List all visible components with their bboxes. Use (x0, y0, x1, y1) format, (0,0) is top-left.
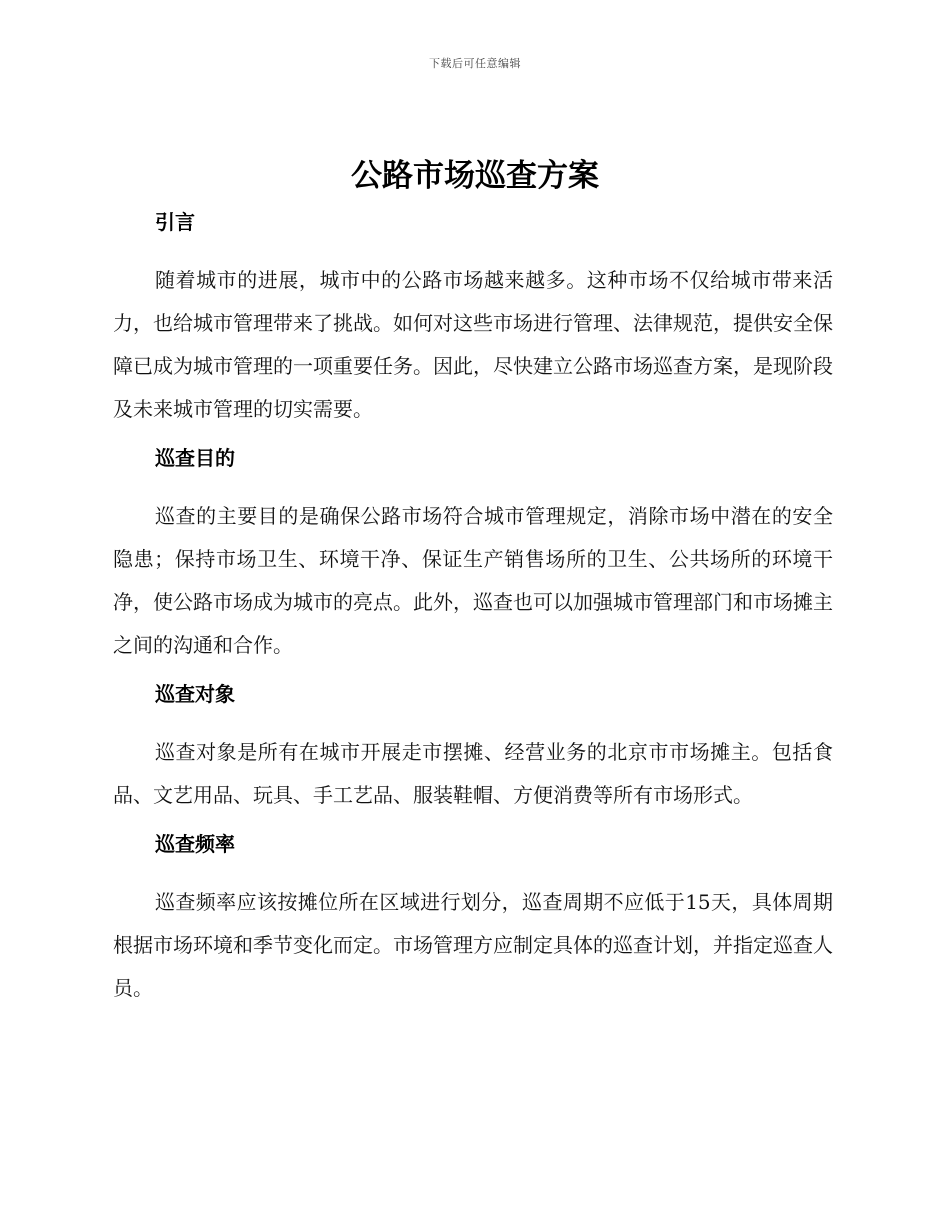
section-paragraph: 巡查的主要目的是确保公路市场符合城市管理规定，消除市场中潜在的安全隐患；保持市场卫生、环境干净、保证生产销售场所的卫生、公共场所的环境干净，使公路市场成为城市的亮点。此外，巡查也可以加强城市管理部门和市场摊主之间的沟通和合作。 (113, 504, 833, 657)
section-introduction (113, 205, 833, 441)
section-heading: 巡查对象 (155, 682, 235, 706)
section-paragraph: 巡查对象是所有在城市开展走市摆摊、经营业务的北京市市场摊主。包括食品、文艺用品、玩具、手工艺品、服装鞋帽、方便消费等所有市场形式。 (113, 740, 833, 807)
document-body (113, 205, 833, 1010)
section-heading: 巡查频率 (155, 832, 235, 856)
section-paragraph: 随着城市的进展，城市中的公路市场越来越多。这种市场不仅给城市带来活力，也给城市管理带来了挑战。如何对这些市场进行管理、法律规范，提供安全保障已成为城市管理的一项重要任务。因此，尽快建立公路市场巡查方案，是现阶段及未来城市管理的切实需要。 (113, 268, 833, 421)
section-frequency (113, 827, 833, 1010)
section-targets (113, 677, 833, 827)
page-title: 公路市场巡查方案 (351, 158, 599, 194)
section-purpose (113, 441, 833, 677)
header-note: 下载后可任意编辑 (429, 57, 521, 70)
section-heading: 巡查目的 (155, 446, 235, 470)
section-heading: 引言 (155, 210, 195, 234)
section-paragraph: 巡查频率应该按摊位所在区域进行划分，巡查周期不应低于15天，具体周期根据市场环境和季节变化而定。市场管理方应制定具体的巡查计划，并指定巡查人员。 (113, 890, 833, 1000)
